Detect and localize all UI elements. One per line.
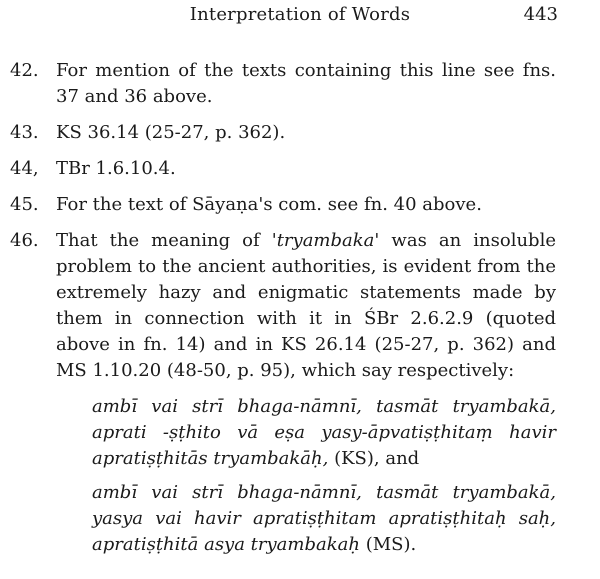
footnote-text: For mention of the texts containing this line see fns. 37 and 36 above. [56,60,556,107]
running-title: Interpretation of Words [189,4,411,25]
quotation-ms-source: (MS). [359,534,417,555]
footnote-46 [0,228,600,384]
running-header [0,4,600,28]
term-tryambaka: 'tryambaka' [271,230,380,251]
footnote-number: 46. [10,230,39,251]
footnote-number: 43. [10,122,39,143]
footnote-text [56,228,556,384]
quotation-ks-source: (KS), and [328,448,420,469]
page-number: 443 [523,4,558,25]
footnote-text: For the text of Sāyaṇa's com. see fn. 40 above. [56,194,482,215]
quotation-ks-text: ambī vai strī bhaga-nāmnī, tasmāt tryambakā, aprati -ṣṭhito vā eṣa yasy-āpvatiṣṭhitaṃ havir apratiṣṭhitās tryambakāḥ, [92,396,556,469]
footnote-text: TBr 1.6.10.4. [56,158,176,179]
footnote-number: 44, [10,158,39,179]
footnotes-list [0,58,600,566]
footnote-45 [0,192,600,218]
footnote-44 [0,156,600,182]
footnote-number: 45. [10,194,39,215]
footnote-43 [0,120,600,146]
quotation-ms [92,480,556,558]
footnote-text-intro: That the meaning of [56,230,272,251]
quotation-ms-text: ambī vai strī bhaga-nāmnī, tasmāt tryambakā, yasya vai havir apratiṣṭhitam apratiṣṭhitaḥ saḥ, apratiṣṭhitā asya tryambakaḥ [92,482,556,555]
footnote-text: KS 36.14 (25-27, p. 362). [56,122,286,143]
footnote-text-rest: was an insoluble problem to the ancient authorities, is evident from the extremely hazy and enigmatic statements made by them in connection with it in ŚBr 2.6.2.9 (quoted above in fn. 14) and in KS 26.14 (25-27, p. 362) and MS 1.10.20 (48-50, p. 95), which say respectively: [56,230,556,381]
footnote-number: 42. [10,60,39,81]
quotation-ks [92,394,556,472]
footnote-42 [0,58,600,110]
